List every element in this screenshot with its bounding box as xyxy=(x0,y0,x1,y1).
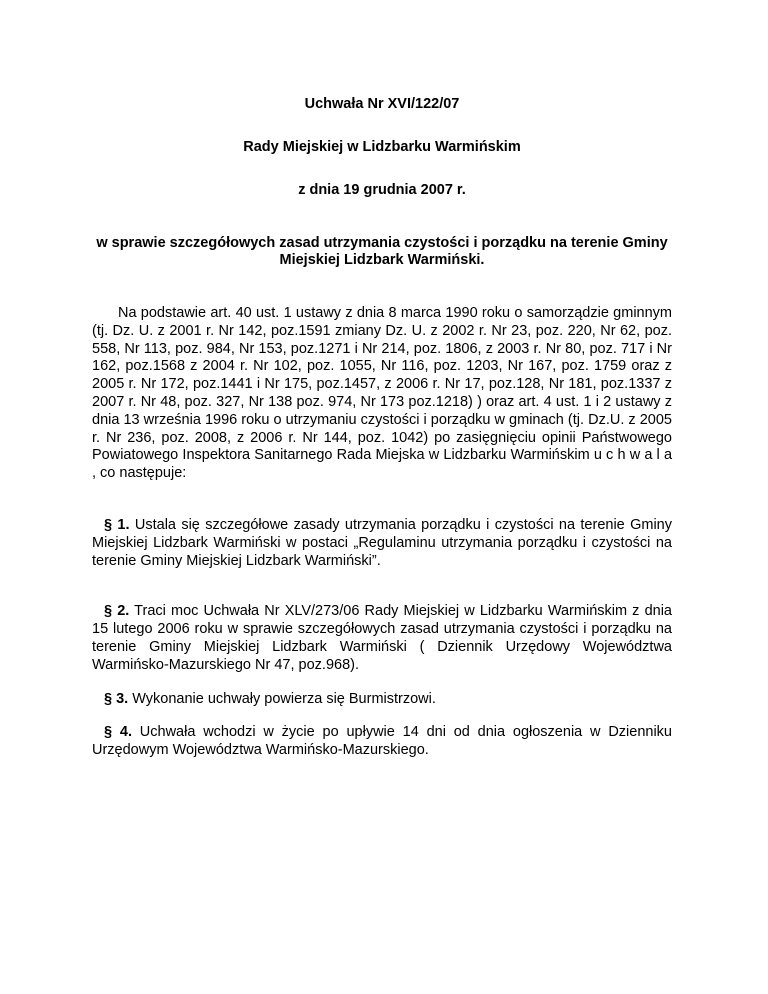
legal-basis-text: Na podstawie art. 40 ust. 1 ustawy z dnia 8 marca 1990 roku o samorządzie gminnym (tj. Dz. U. z 2001 r. Nr 142, poz.1591 zmiany Dz. U. z 2002 r. Nr 23, poz. 220, Nr 62, poz. 558, Nr 113, poz. 984, Nr 153, poz.1271 i Nr 214, poz. 1806, z 2003 r. Nr 80, poz. 717 i Nr 162, poz.1568 z 2004 r. Nr 102, poz. 1055, Nr 116, poz. 1203, Nr 167, poz. 1759 oraz z 2005 r. Nr 172, poz.1441 i Nr 175, poz.1457, z 2006 r. Nr 17, poz.128, Nr 181, poz.1337 z 2007 r. Nr 48, poz. 327, Nr 138 poz. 974, Nr 173 poz.1218) ) oraz art. 4 ust. 1 i 2 ustawy z dnia 13 września 1996 roku o utrzymaniu czystości i porządku w gminach (tj. Dz.U. z 2005 r. Nr 236, poz. 2008, z 2006 r. Nr 144, poz. 1042) po zasięgnięciu opinii Państwowego Powiatowego Inspektora Sanitarnego Rada Miejska w Lidzbarku Warmińskim xyxy=(92,305,672,464)
legal-basis-paragraph xyxy=(92,305,672,483)
section-4 xyxy=(92,724,672,760)
section-1 xyxy=(92,517,672,570)
section-2-number: § 2. xyxy=(104,603,130,620)
council-name: Rady Miejskiej w Lidzbarku Warmińskim xyxy=(243,139,521,155)
section-3 xyxy=(92,691,672,709)
section-2-text: Traci moc Uchwała Nr XLV/273/06 Rady Miejskiej w Lidzbarku Warmińskim z dnia 15 lutego 2006 roku w sprawie szczegółowych zasad utrzymania czystości i porządku na terenie Gminy Miejskiej Lidzbark Warmiński ( Dziennik Urzędowy Województwa Warmińsko-Mazurskiego Nr 47, poz.968). xyxy=(92,603,672,673)
section-3-number: § 3. xyxy=(104,690,129,707)
section-2 xyxy=(92,603,672,674)
resolution-title: Uchwała Nr XVI/122/07 xyxy=(304,96,460,112)
section-1-text: Ustala się szczegółowe zasady utrzymania porządku i czystości na terenie Gminy Miejskiej Lidzbark Warmiński w postaci „Regulaminu utrzymania porządku i czystości na terenie Gminy Miejskiej Lidzbark Warmiński”. xyxy=(92,516,672,569)
section-3-text: Wykonanie uchwały powierza się Burmistrzowi. xyxy=(132,690,436,707)
section-4-text: Uchwała wchodzi w życie po upływie 14 dni od dnia ogłoszenia w Dzienniku Urzędowym Województwa Warmińsko-Mazurskiego. xyxy=(92,724,672,759)
section-4-number: § 4. xyxy=(104,724,132,741)
resolves-text: u c h w a l a , co następuje: xyxy=(92,447,673,482)
resolution-subject: w sprawie szczegółowych zasad utrzymania czystości i porządku na terenie Gminy Miejskiej Lidzbark Warmiński. xyxy=(96,235,668,268)
section-1-number: § 1. xyxy=(104,516,130,533)
resolution-date: z dnia 19 grudnia 2007 r. xyxy=(298,182,466,198)
